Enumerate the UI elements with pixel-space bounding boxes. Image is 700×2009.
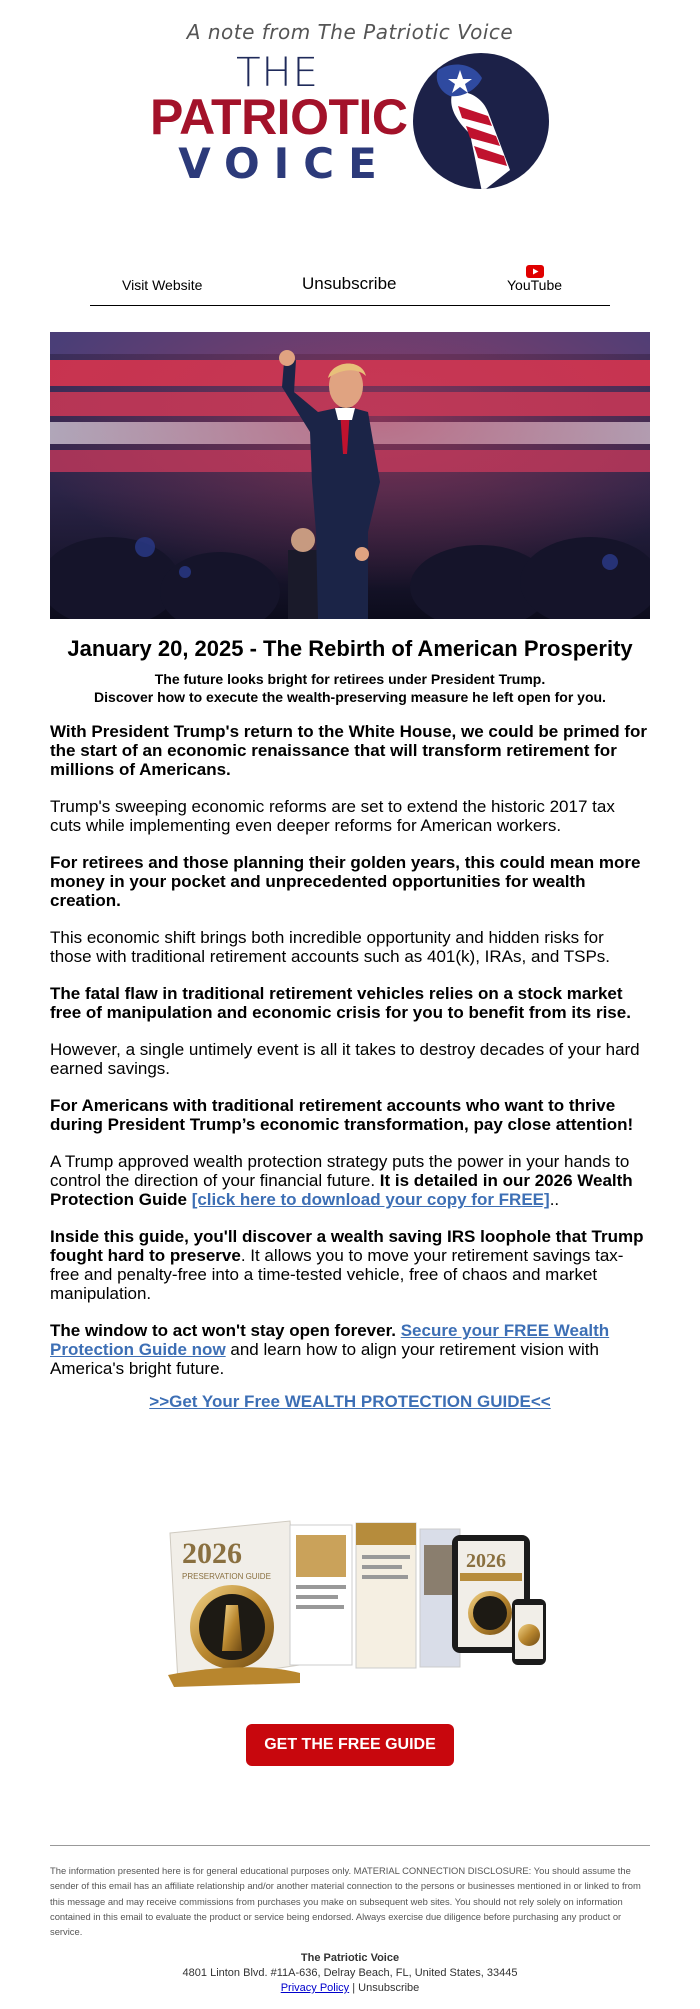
paragraph-10-bold: The window to act won't stay open forever. xyxy=(50,1321,401,1340)
footer-company-name: The Patriotic Voice xyxy=(300,1952,400,1964)
paragraph-7: For Americans with traditional retirement accounts who want to thrive during President Trump’s economic transformation, pay close attention! xyxy=(50,1096,634,1134)
paragraph-8-bold: It is detailed in our 2026 Wealth Protection Guide xyxy=(50,1171,633,1209)
visit-website-link[interactable]: Visit Website xyxy=(122,277,203,293)
footer-unsubscribe-link[interactable]: Unsubscribe xyxy=(358,1982,420,1994)
paragraph-10-text: and learn how to align your retirement vision with America's bright future. xyxy=(50,1340,599,1378)
article-headline: January 20, 2025 - The Rebirth of American Prosperity xyxy=(67,636,633,661)
get-free-guide-button[interactable]: GET THE FREE GUIDE xyxy=(246,1724,454,1766)
paragraph-8-text: A Trump approved wealth protection strategy puts the power in your hands to control the direction of your financial future. xyxy=(50,1152,630,1190)
paragraph-4: This economic shift brings both incredible opportunity and hidden risks for those with traditional retirement accounts such as 401(k), IRAs, and TSPs. xyxy=(50,928,611,966)
download-copy-link[interactable]: [click here to download your copy for FREE] xyxy=(191,1190,550,1209)
footer-address: 4801 Linton Blvd. #11A-636, Delray Beach, FL, United States, 33445 xyxy=(182,1967,518,1979)
header-note: A note from The Patriotic Voice xyxy=(186,20,514,44)
paragraph-6: However, a single untimely event is all it takes to destroy decades of your hard earned savings. xyxy=(50,1040,640,1078)
unsubscribe-link[interactable]: Unsubscribe xyxy=(302,274,397,293)
footer-disclaimer: The information presented here is for general educational purposes only. MATERIAL CONNECTION DISCLOSURE: You should assume the sender of this email has an affiliate relationship and/or another material connection to the persons or businesses mentioned in or linked to from this message and may receive commissions from purchases you make on subsequent web sites. You should not rely solely on information contained in this email to evaluate the product or service being endorsed. Always exercise due diligence before purchasing any product or service. xyxy=(50,1865,641,1938)
paragraph-2: Trump's sweeping economic reforms are set to extend the historic 2017 tax cuts while implementing even deeper reforms for American workers. xyxy=(50,797,615,835)
guide-title: PRESERVATION GUIDE xyxy=(182,1572,271,1581)
footer-links xyxy=(0,1982,700,1994)
paragraph-9-text: . It allows you to move your retirement savings tax-free and penalty-free into a time-tested vehicle, free of chaos and market manipulation. xyxy=(50,1246,624,1303)
subhead-line-1: The future looks bright for retirees under President Trump. xyxy=(154,671,546,687)
logo-voice: VOICE xyxy=(178,139,391,188)
paragraph-9-bold: Inside this guide, you'll discover a wealth saving IRS loophole that Trump fought hard to preserve xyxy=(50,1227,644,1265)
svg-text:2026: 2026 xyxy=(466,1550,506,1572)
article-body xyxy=(50,722,650,1411)
paragraph-5: The fatal flaw in traditional retirement vehicles relies on a stock market free of manipulation and economic crisis for you to benefit from its rise. xyxy=(50,984,631,1022)
paragraph-8-end: .. xyxy=(549,1190,560,1209)
subhead-line-2: Discover how to execute the wealth-preserving measure he left open for you. xyxy=(94,689,606,705)
fist-flag-emblem-icon xyxy=(412,52,550,190)
paragraph-8 xyxy=(50,1152,650,1209)
hero-image xyxy=(50,332,650,619)
paragraph-1: With President Trump's return to the White House, we could be primed for the start of an economic renaissance that will transform retirement for millions of Americans. xyxy=(50,722,648,779)
secure-guide-link[interactable]: Secure your FREE Wealth Protection Guide now xyxy=(50,1321,610,1359)
paragraph-9 xyxy=(50,1227,650,1303)
logo-the: THE xyxy=(236,50,319,96)
guide-product-image[interactable] xyxy=(160,1515,560,1690)
get-guide-text-link[interactable]: >>Get Your Free WEALTH PROTECTION GUIDE<< xyxy=(149,1392,551,1411)
footer-separator: | xyxy=(349,1982,359,1994)
brand-logo[interactable] xyxy=(140,52,560,192)
youtube-link[interactable]: YouTube xyxy=(507,277,563,293)
article-subhead xyxy=(50,670,650,706)
paragraph-10 xyxy=(50,1321,650,1378)
paragraph-3: For retirees and those planning their golden years, this could mean more money in your pocket and unprecedented opportunities for wealth creation. xyxy=(50,853,641,910)
footer-divider xyxy=(50,1845,650,1846)
logo-patriotic: PATRIOTIC xyxy=(150,89,408,145)
guide-year: 2026 xyxy=(182,1537,242,1570)
privacy-policy-link[interactable]: Privacy Policy xyxy=(280,1982,350,1994)
top-nav xyxy=(90,265,610,306)
logo-wordmark xyxy=(150,50,408,188)
